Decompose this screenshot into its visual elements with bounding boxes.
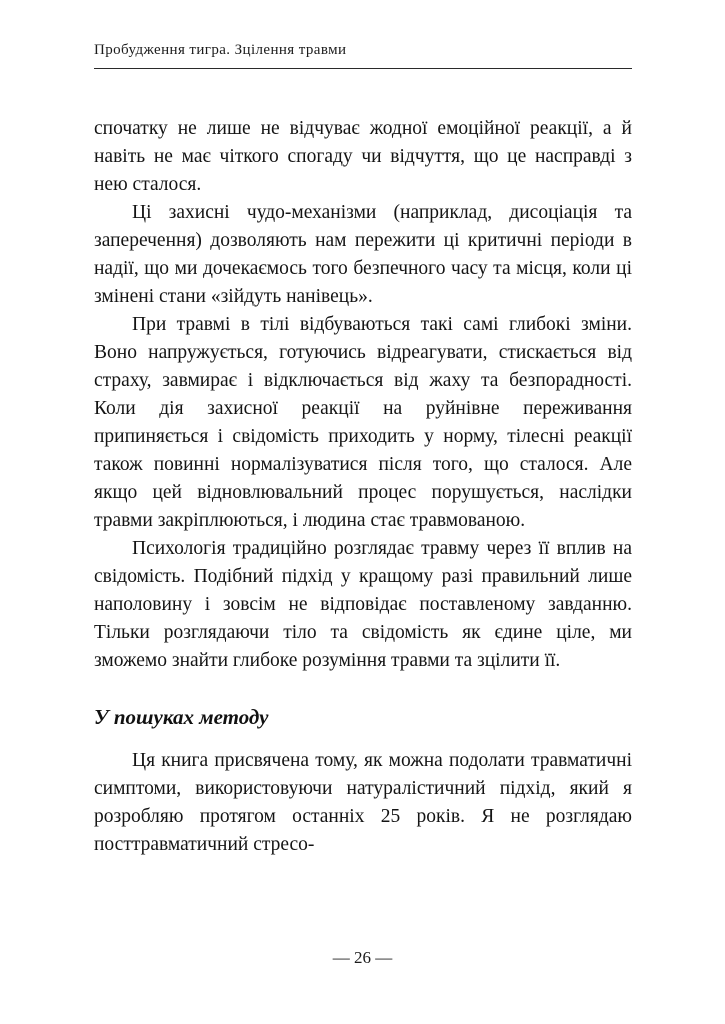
paragraph: спочатку не лише не відчуває жодної емоційної реакції, а й навіть не має чіткого спогаду чи відчуття, що це насправді з нею сталося. — [94, 118, 632, 195]
paragraph: Психологія традиційно розглядає травму через її вплив на свідомість. Подібний підхід у кращому разі правильний лише наполовину і зовсім не відповідає поставленому завданню. Тільки розглядаючи тіло та свідомість як єдине ціле, ми зможемо знайти глибоке розуміння травми та зцілити її. — [94, 538, 632, 671]
page-number: — 26 — — [332, 948, 393, 967]
page-header — [94, 0, 632, 69]
paragraph: При травмі в тілі відбуваються такі самі глибокі зміни. Воно напружується, готуючись відреагувати, стискається від страху, завмирає і відключається від жаху та безпорадності. Коли дія захисної реакції на руйнівне переживання припиняється і свідомість приходить у норму, тілесні реакції також повинні нормалізуватися після того, що сталося. Але якщо цей відновлювальний процес порушується, наслідки травми закріплюються, і людина стає травмованою. — [94, 314, 632, 531]
page-body — [94, 115, 632, 859]
running-header-title: Пробудження тигра. Зцілення травми — [94, 42, 347, 58]
header-rule — [94, 68, 632, 69]
section-heading: У пошуках методу — [94, 705, 269, 729]
paragraph: Ця книга присвячена тому, як можна подолати травматичні симптоми, використовуючи натуралістичний підхід, який я розробляю протягом останніх 25 років. Я не розглядаю посттравматичний стресо- — [94, 750, 632, 855]
paragraph: Ці захисні чудо-механізми (наприклад, дисоціація та заперечення) дозволяють нам пережити ці критичні періоди в надії, що ми дочекаємось того безпечного часу та місця, коли ці змінені стани «зійдуть нанівець». — [94, 202, 632, 307]
